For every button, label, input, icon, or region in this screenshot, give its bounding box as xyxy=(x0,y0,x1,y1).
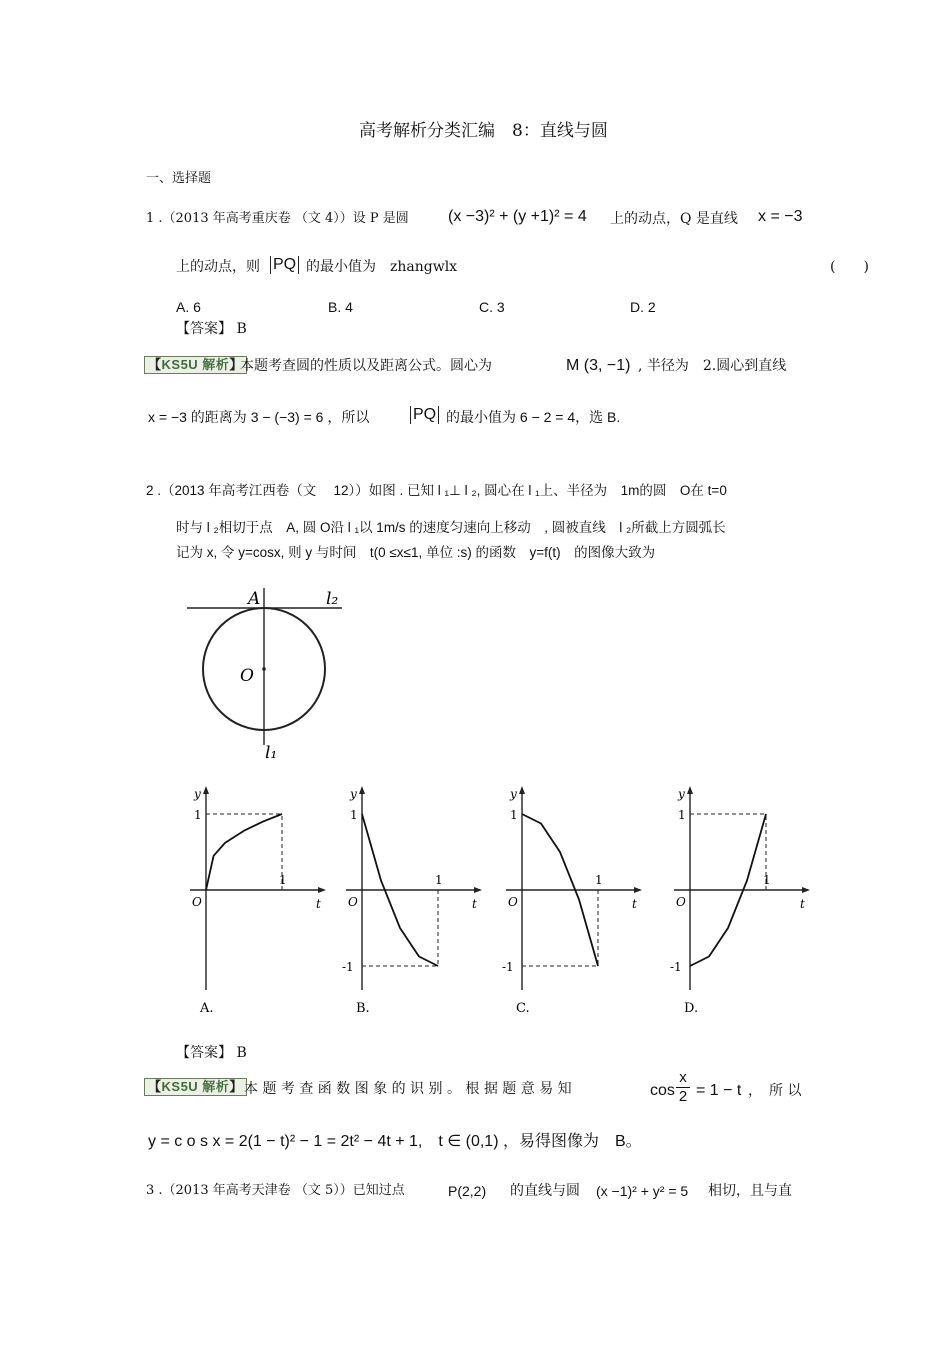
q2-label-a: A xyxy=(248,589,261,609)
x-axis-arrow xyxy=(802,887,810,893)
x-axis-label: t xyxy=(632,897,637,911)
q2-analysis-tag-label: KS5U 解析 xyxy=(161,1079,230,1094)
y-axis-arrow xyxy=(687,786,693,794)
y-tick-label-1: 1 xyxy=(350,808,358,822)
origin-label: O xyxy=(192,895,202,909)
graph-option-d xyxy=(664,782,814,1022)
y-axis-label: y xyxy=(678,787,685,801)
q1-prefix: 1 .（2013 年高考重庆卷 （文 4））设 P 是圆 xyxy=(146,211,409,226)
q1-analysis-tag-label: KS5U 解析 xyxy=(161,357,230,372)
q3-line1a: 3 .（2013 年高考天津卷 （文 5））已知过点 xyxy=(146,1183,405,1198)
q2-circle-figure xyxy=(182,580,352,763)
q2-line1: 2 .（2013 年高考江西卷（文 12））如图 . 已知 l ₁⊥ l ₂, 圆心在 l ₁上、半径为 1m的圆 O在 t=0 xyxy=(146,483,727,498)
x-axis-label: t xyxy=(800,897,805,911)
q2-label-l1: l₁ xyxy=(265,743,278,763)
y-tick-label-neg1: -1 xyxy=(342,960,354,974)
q2-cos-formula: = 1 − t xyxy=(696,1082,742,1099)
option-label: C. xyxy=(516,1001,530,1016)
q1-option-b: B. 4 xyxy=(328,299,353,315)
q1-circle-equation: (x −3)² + (y +1)² = 4 xyxy=(448,208,587,225)
q3-circle-equation: (x −1)² + y² = 5 xyxy=(596,1183,689,1199)
x-tick-label-1: 1 xyxy=(595,873,603,887)
y-axis-label: y xyxy=(194,787,201,801)
series-curve xyxy=(206,814,282,890)
origin-label: O xyxy=(348,895,358,909)
y-tick-label-neg1: -1 xyxy=(502,960,514,974)
q1-analysis-tag: 【KS5U 解析】 xyxy=(144,356,247,374)
q2-answer: 【答案】 B xyxy=(176,1045,247,1061)
x-tick-label-1: 1 xyxy=(435,873,443,887)
q1-option-d: D. 2 xyxy=(630,299,656,315)
q2-line2: 时与 l ₂相切于点 A, 圆 O沿 l ₁以 1m/s 的速度匀速向上移动 , 圆被直线 l ₂所截上方圆弧长 xyxy=(176,520,726,535)
option-label: D. xyxy=(684,1001,699,1016)
q1-line2-b: 的最小值为 zhangwlx xyxy=(306,259,458,275)
q2-frac-top: x xyxy=(679,1069,687,1086)
q1-line2-a: 上的动点，则 xyxy=(176,259,260,275)
q2-frac-bottom: 2 xyxy=(678,1088,688,1105)
y-axis-arrow xyxy=(359,786,365,794)
y-tick-label-neg1: -1 xyxy=(670,960,682,974)
q2-label-l2: l₂ xyxy=(326,589,339,609)
origin-label: O xyxy=(676,895,686,909)
x-tick-label-1: 1 xyxy=(763,873,771,887)
x-axis-label: t xyxy=(472,897,477,911)
q2-line3: 记为 x, 令 y=cosx, 则 y 与时间 t(0 ≤x≤1, 单位 :s) 的函数 y=f(t) 的图像大致为 xyxy=(176,545,656,560)
graph-option-c xyxy=(496,782,646,1022)
option-label: A. xyxy=(200,1001,214,1016)
graph-option-b xyxy=(336,782,486,1022)
x-axis-arrow xyxy=(318,887,326,893)
q1-analysis-line1b: , 半径为 2.圆心到直线 xyxy=(638,358,787,374)
q1-pq-2: PQ xyxy=(410,406,439,424)
graph-option-a xyxy=(180,782,330,1022)
q2-analysis-line1: 本 题 考 查 函 数 图 象 的 识 别 。 根 据 题 意 易 知 xyxy=(244,1081,572,1097)
q3-line1b: 的直线与圆 xyxy=(510,1183,580,1199)
x-axis-label: t xyxy=(316,897,321,911)
q1-center: M (3, −1) xyxy=(566,357,631,374)
q3-line1c: 相切，且与直 xyxy=(708,1183,792,1199)
q1-pq: PQ xyxy=(270,256,299,274)
q1-answer-paren: ( ) xyxy=(830,259,869,275)
x-axis-arrow xyxy=(474,887,482,893)
page-title: 高考解析分类汇编 8：直线与圆 xyxy=(359,121,608,141)
section-heading: 一、选择题 xyxy=(146,171,212,186)
y-axis-arrow xyxy=(519,786,525,794)
q1-analysis-line2a: x = −3 的距离为 3 − (−3) = 6 ，所以 xyxy=(148,409,370,425)
q1-option-a: A. 6 xyxy=(176,299,201,315)
q1-mid-text: 上的动点，Q 是直线 xyxy=(610,211,738,227)
y-tick-label-1: 1 xyxy=(678,808,686,822)
q2-cos-fraction xyxy=(676,1070,690,1105)
origin-label: O xyxy=(508,895,518,909)
q1-analysis-line2b: 的最小值为 6 − 2 = 4，选 B. xyxy=(446,409,621,425)
q2-cos-word: cos xyxy=(650,1082,675,1099)
x-tick-label-1: 1 xyxy=(279,873,287,887)
y-axis-label: y xyxy=(510,787,517,801)
y-axis-label: y xyxy=(350,787,357,801)
q1-option-c: C. 3 xyxy=(479,299,505,315)
q2-label-o: O xyxy=(240,666,254,686)
q3-point: P(2,2) xyxy=(448,1183,487,1199)
y-tick-label-1: 1 xyxy=(194,808,202,822)
q2-analysis-tag: 【KS5U 解析】 xyxy=(144,1078,247,1096)
q2-analysis-line1b: ， 所 以 xyxy=(748,1083,802,1099)
q2-analysis-line2: y = c o s x = 2(1 − t)² − 1 = 2t² − 4t + 1, t ∈ (0,1) ，易得图像为 B。 xyxy=(148,1133,642,1150)
q1-line-equation: x = −3 xyxy=(758,208,803,225)
option-label: B. xyxy=(356,1001,370,1016)
q1-analysis-line1: 本题考查圆的性质以及距离公式。圆心为 xyxy=(240,358,492,374)
x-axis-arrow xyxy=(634,887,642,893)
y-tick-label-1: 1 xyxy=(510,808,518,822)
y-axis-arrow xyxy=(203,786,209,794)
q1-answer: 【答案】 B xyxy=(176,321,247,337)
